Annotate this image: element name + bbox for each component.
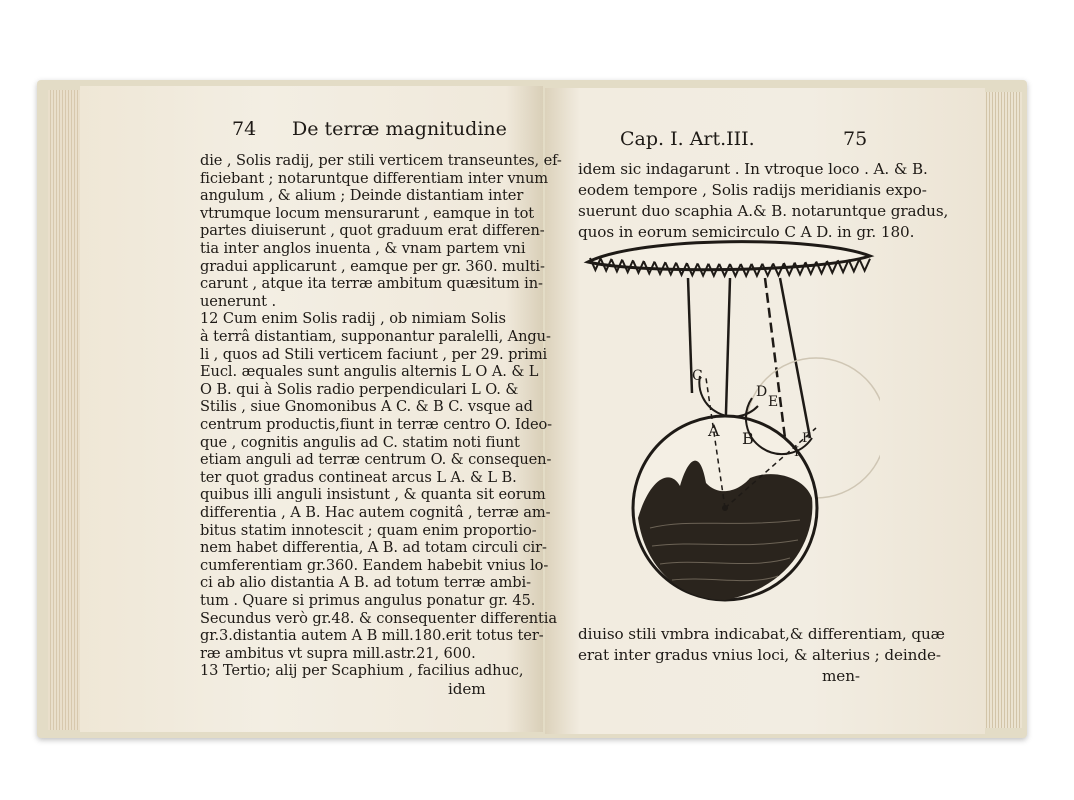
- figure-label: A: [708, 421, 720, 440]
- figure-label: F: [802, 431, 812, 446]
- right-page-edges: [984, 92, 1022, 728]
- left-text-line: die , Solis radij, per stili verticem transeuntes, ef-: [200, 152, 562, 169]
- left-text-line: partes diuiserunt , quot graduum erat differen-: [200, 222, 545, 240]
- right-page-number: 75: [843, 128, 868, 150]
- figure-label: C: [692, 368, 703, 384]
- right-text-line: idem sic indagarunt . In vtroque loco . A. & B.: [578, 160, 928, 178]
- left-text-line: tum . Quare si primus angulus ponatur gr. 45.: [200, 592, 536, 609]
- left-running-head: De terræ magnitudine: [292, 118, 507, 140]
- left-text-line: nem habet differentia, A B. ad totam circuli cir-: [200, 539, 547, 557]
- left-text-line: uenerunt .: [200, 292, 276, 310]
- left-text-line: O B. qui à Solis radio perpendiculari L O. &: [200, 380, 519, 398]
- left-text-line: tia inter anglos inuenta , & vnam partem vni: [200, 240, 526, 257]
- left-text-line: vtrumque locum mensurarunt , eamque in tot: [200, 204, 535, 222]
- figure-label: I: [794, 445, 800, 460]
- left-text-line: ci ab alio distantia A B. ad totum terræ ambi-: [200, 574, 531, 592]
- left-text-line: à terrâ distantiam, supponantur paralelli, Angu-: [200, 328, 551, 345]
- left-text-line: Eucl. æquales sunt angulis alternis L O A. & L: [200, 363, 539, 381]
- left-text-line: angulum , & alium ; Deinde distantiam inter: [200, 187, 524, 205]
- figure-label: E: [768, 394, 779, 410]
- left-text-line: gr.3.distantia autem A B mill.180.erit totus ter-: [200, 627, 544, 645]
- left-catchword: idem: [448, 680, 486, 698]
- left-text-line: carunt , atque ita terræ ambitum quæsitum in-: [200, 275, 543, 293]
- right-running-head: Cap. I. Art.III.: [620, 128, 755, 150]
- right-text-line: erat inter gradus vnius loci, & alterius ; deinde-: [578, 646, 941, 664]
- left-text-line: differentia , A B. Hac autem cognitâ , terræ am-: [200, 504, 551, 521]
- figure-label: D: [756, 384, 768, 400]
- right-catchword: men-: [822, 667, 860, 685]
- right-text-line: suerunt duo scaphia A.& B. notaruntque gradus,: [578, 202, 949, 220]
- left-text-line: ræ ambitus vt supra mill.astr.21, 600.: [200, 644, 476, 662]
- woodcut-figure: [580, 228, 880, 618]
- left-text-line: cumferentiam gr.360. Eandem habebit vnius lo-: [200, 556, 549, 574]
- left-page-number: 74: [232, 118, 257, 140]
- right-text-line: eodem tempore , Solis radijs meridianis expo-: [578, 181, 927, 199]
- left-page-edges: [48, 90, 82, 730]
- left-text-line: que , cognitis angulis ad C. statim noti fiunt: [200, 433, 520, 451]
- left-text-line: Stilis , siue Gnomonibus A C. & B C. vsque ad: [200, 398, 533, 416]
- right-text-line: quos in eorum semicirculo C A D. in gr. 180.: [578, 223, 915, 241]
- left-text-line: centrum productis,fiunt in terræ centro O. Ideo-: [200, 416, 553, 433]
- left-text-line: etiam anguli ad terræ centrum O. & consequen-: [200, 451, 552, 469]
- left-text-line: Secundus verò gr.48. & consequenter differentia: [200, 609, 557, 627]
- left-text-line: 12 Cum enim Solis radij , ob nimiam Solis: [200, 310, 506, 328]
- left-text-line: ficiebant ; notaruntque differentiam inter vnum: [200, 169, 548, 187]
- left-text-line: quibus illi anguli insistunt , & quanta sit eorum: [200, 486, 546, 504]
- figure-label: B: [742, 429, 754, 448]
- left-text-line: ter quot gradus contineat arcus L A. & L B.: [200, 468, 517, 486]
- left-text-line: 13 Tertio; alij per Scaphium , facilius adhuc,: [200, 662, 524, 680]
- left-text-line: li , quos ad Stili verticem faciunt , per 29. primi: [200, 345, 548, 363]
- left-text-line: gradui applicarunt , eamque per gr. 360. multi-: [200, 257, 545, 275]
- right-text-line: diuiso stili vmbra indicabat,& differentiam, quæ: [578, 625, 945, 643]
- left-text-line: bitus statim innotescit ; quam enim proportio-: [200, 521, 537, 539]
